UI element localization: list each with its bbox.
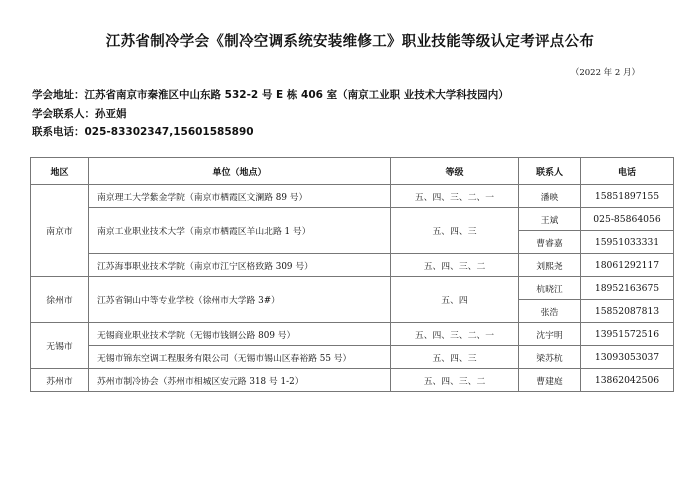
table-row: [31, 254, 674, 277]
table-row: [31, 369, 674, 392]
contact-cell: 王斌: [519, 208, 581, 231]
header-region: 地区: [31, 158, 89, 185]
contact-cell: 刘熙尧: [519, 254, 581, 277]
publish-date: （2022 年 2 月）: [570, 68, 640, 78]
contact-cell: 杭晓江: [519, 277, 581, 300]
document-title: 江苏省制冷学会《制冷空调系统安装维修工》职业技能等级认定考评点公布: [105, 34, 595, 50]
region-cell: 无锡市: [31, 323, 89, 369]
header-level: 等级: [391, 158, 519, 185]
phone-cell: 13951572516: [581, 323, 674, 346]
region-cell: 苏州市: [31, 369, 89, 392]
exam-sites-table: [30, 157, 674, 392]
level-cell: 五、四、三: [391, 208, 519, 254]
table-row: [31, 323, 674, 346]
level-cell: 五、四、三、二、一: [391, 185, 519, 208]
contact-cell: 梁苏杭: [519, 346, 581, 369]
phone-cell: 13862042506: [581, 369, 674, 392]
unit-cell: 无锡商业职业技术学院（无锡市钱钢公路 809 号）: [89, 323, 391, 346]
society-contact: 学会联系人：孙亚娟: [32, 108, 127, 120]
table-row: [31, 185, 674, 208]
society-address: 学会地址：江苏省南京市秦淮区中山东路 532-2 号 E 栋 406 室（南京工业职 业技术大学科技园内）: [32, 89, 509, 101]
unit-cell: 无锡市锦东空调工程服务有限公司（无锡市锡山区春裕路 55 号）: [89, 346, 391, 369]
unit-cell: 南京工业职业技术大学（南京市栖霞区羊山北路 1 号）: [89, 208, 391, 254]
phone-cell: 15951033331: [581, 231, 674, 254]
phone-cell: 18061292117: [581, 254, 674, 277]
phone-cell: 15851897155: [581, 185, 674, 208]
contact-cell: 张浩: [519, 300, 581, 323]
contact-cell: 潘映: [519, 185, 581, 208]
society-phone: 联系电话：025-83302347,15601585890: [32, 126, 254, 138]
table-row: [31, 277, 674, 300]
unit-cell: 南京理工大学紫金学院（南京市栖霞区文澜路 89 号）: [89, 185, 391, 208]
phone-cell: 15852087813: [581, 300, 674, 323]
contact-cell: 曹睿嘉: [519, 231, 581, 254]
phone-cell: 025-85864056: [581, 208, 674, 231]
phone-cell: 18952163675: [581, 277, 674, 300]
level-cell: 五、四、三: [391, 346, 519, 369]
header-phone: 电话: [581, 158, 674, 185]
level-cell: 五、四、三、二: [391, 254, 519, 277]
unit-cell: 江苏省铜山中等专业学校（徐州市大学路 3#）: [89, 277, 391, 323]
level-cell: 五、四、三、二、一: [391, 323, 519, 346]
phone-cell: 13093053037: [581, 346, 674, 369]
contact-cell: 沈宇明: [519, 323, 581, 346]
level-cell: 五、四、三、二: [391, 369, 519, 392]
table-row: [31, 208, 674, 231]
header-contact: 联系人: [519, 158, 581, 185]
unit-cell: 苏州市制冷协会（苏州市相城区安元路 318 号 1-2）: [89, 369, 391, 392]
table-row: [31, 346, 674, 369]
table-header-row: [31, 158, 674, 185]
level-cell: 五、四: [391, 277, 519, 323]
contact-cell: 曹建庭: [519, 369, 581, 392]
unit-cell: 江苏海事职业技术学院（南京市江宁区格致路 309 号）: [89, 254, 391, 277]
region-cell: 徐州市: [31, 277, 89, 323]
header-unit: 单位（地点）: [89, 158, 391, 185]
region-cell: 南京市: [31, 185, 89, 277]
